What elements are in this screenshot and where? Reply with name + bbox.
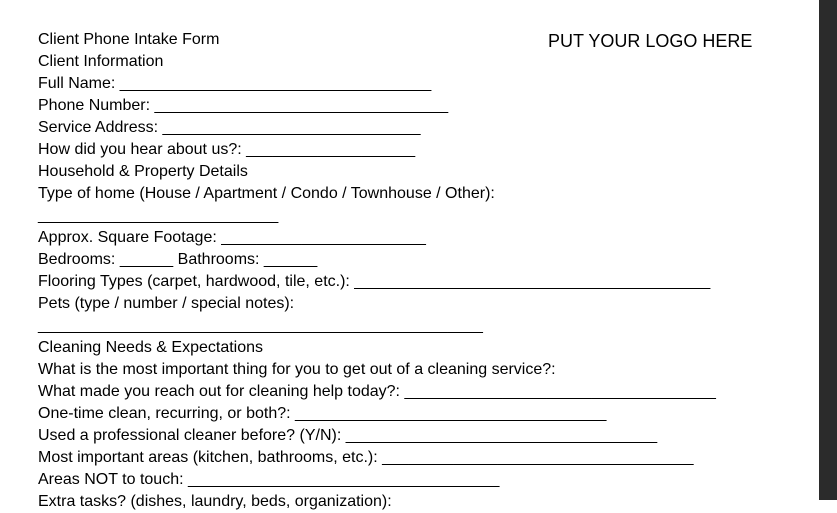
form-body (38, 29, 808, 513)
field-type-of-home: Type of home (House / Apartment / Condo / Townhouse / Other): (38, 185, 495, 202)
field-flooring-types: Flooring Types (carpet, hardwood, tile, etc.): ________________________________________ (38, 273, 711, 290)
field-areas-not-to-touch: Areas NOT to touch: ___________________________________ (38, 471, 500, 488)
field-type-of-home-blank: ___________________________ (38, 207, 279, 224)
form-title: Client Phone Intake Form (38, 31, 220, 48)
field-referral-source: How did you hear about us?: ___________________ (38, 141, 416, 158)
field-phone-number: Phone Number: _________________________________ (38, 97, 449, 114)
field-extra-tasks: Extra tasks? (dishes, laundry, beds, organization): (38, 493, 392, 510)
field-full-name: Full Name: ___________________________________ (38, 75, 432, 92)
section-heading-cleaning-needs: Cleaning Needs & Expectations (38, 339, 264, 356)
vertical-scrollbar[interactable] (819, 0, 837, 500)
field-service-address: Service Address: _____________________________ (38, 119, 421, 136)
field-important-areas: Most important areas (kitchen, bathrooms, etc.): ___________________________________ (38, 449, 694, 466)
field-most-important-thing: What is the most important thing for you to get out of a cleaning service?: (38, 361, 556, 378)
field-clean-frequency: One-time clean, recurring, or both?: ___________________________________ (38, 405, 607, 422)
field-pets-blank: __________________________________________________ (38, 317, 483, 334)
field-previous-cleaner: Used a professional cleaner before? (Y/N): ___________________________________ (38, 427, 658, 444)
field-reason-for-reaching-out: What made you reach out for cleaning help today?: ___________________________________ (38, 383, 716, 400)
logo-placeholder: PUT YOUR LOGO HERE (548, 31, 753, 51)
section-heading-client-information: Client Information (38, 53, 164, 70)
field-pets: Pets (type / number / special notes): (38, 295, 295, 312)
field-bedrooms-bathrooms: Bedrooms: ______ Bathrooms: ______ (38, 251, 318, 268)
field-square-footage: Approx. Square Footage: _______________________ (38, 229, 426, 246)
section-heading-household-property: Household & Property Details (38, 163, 248, 180)
